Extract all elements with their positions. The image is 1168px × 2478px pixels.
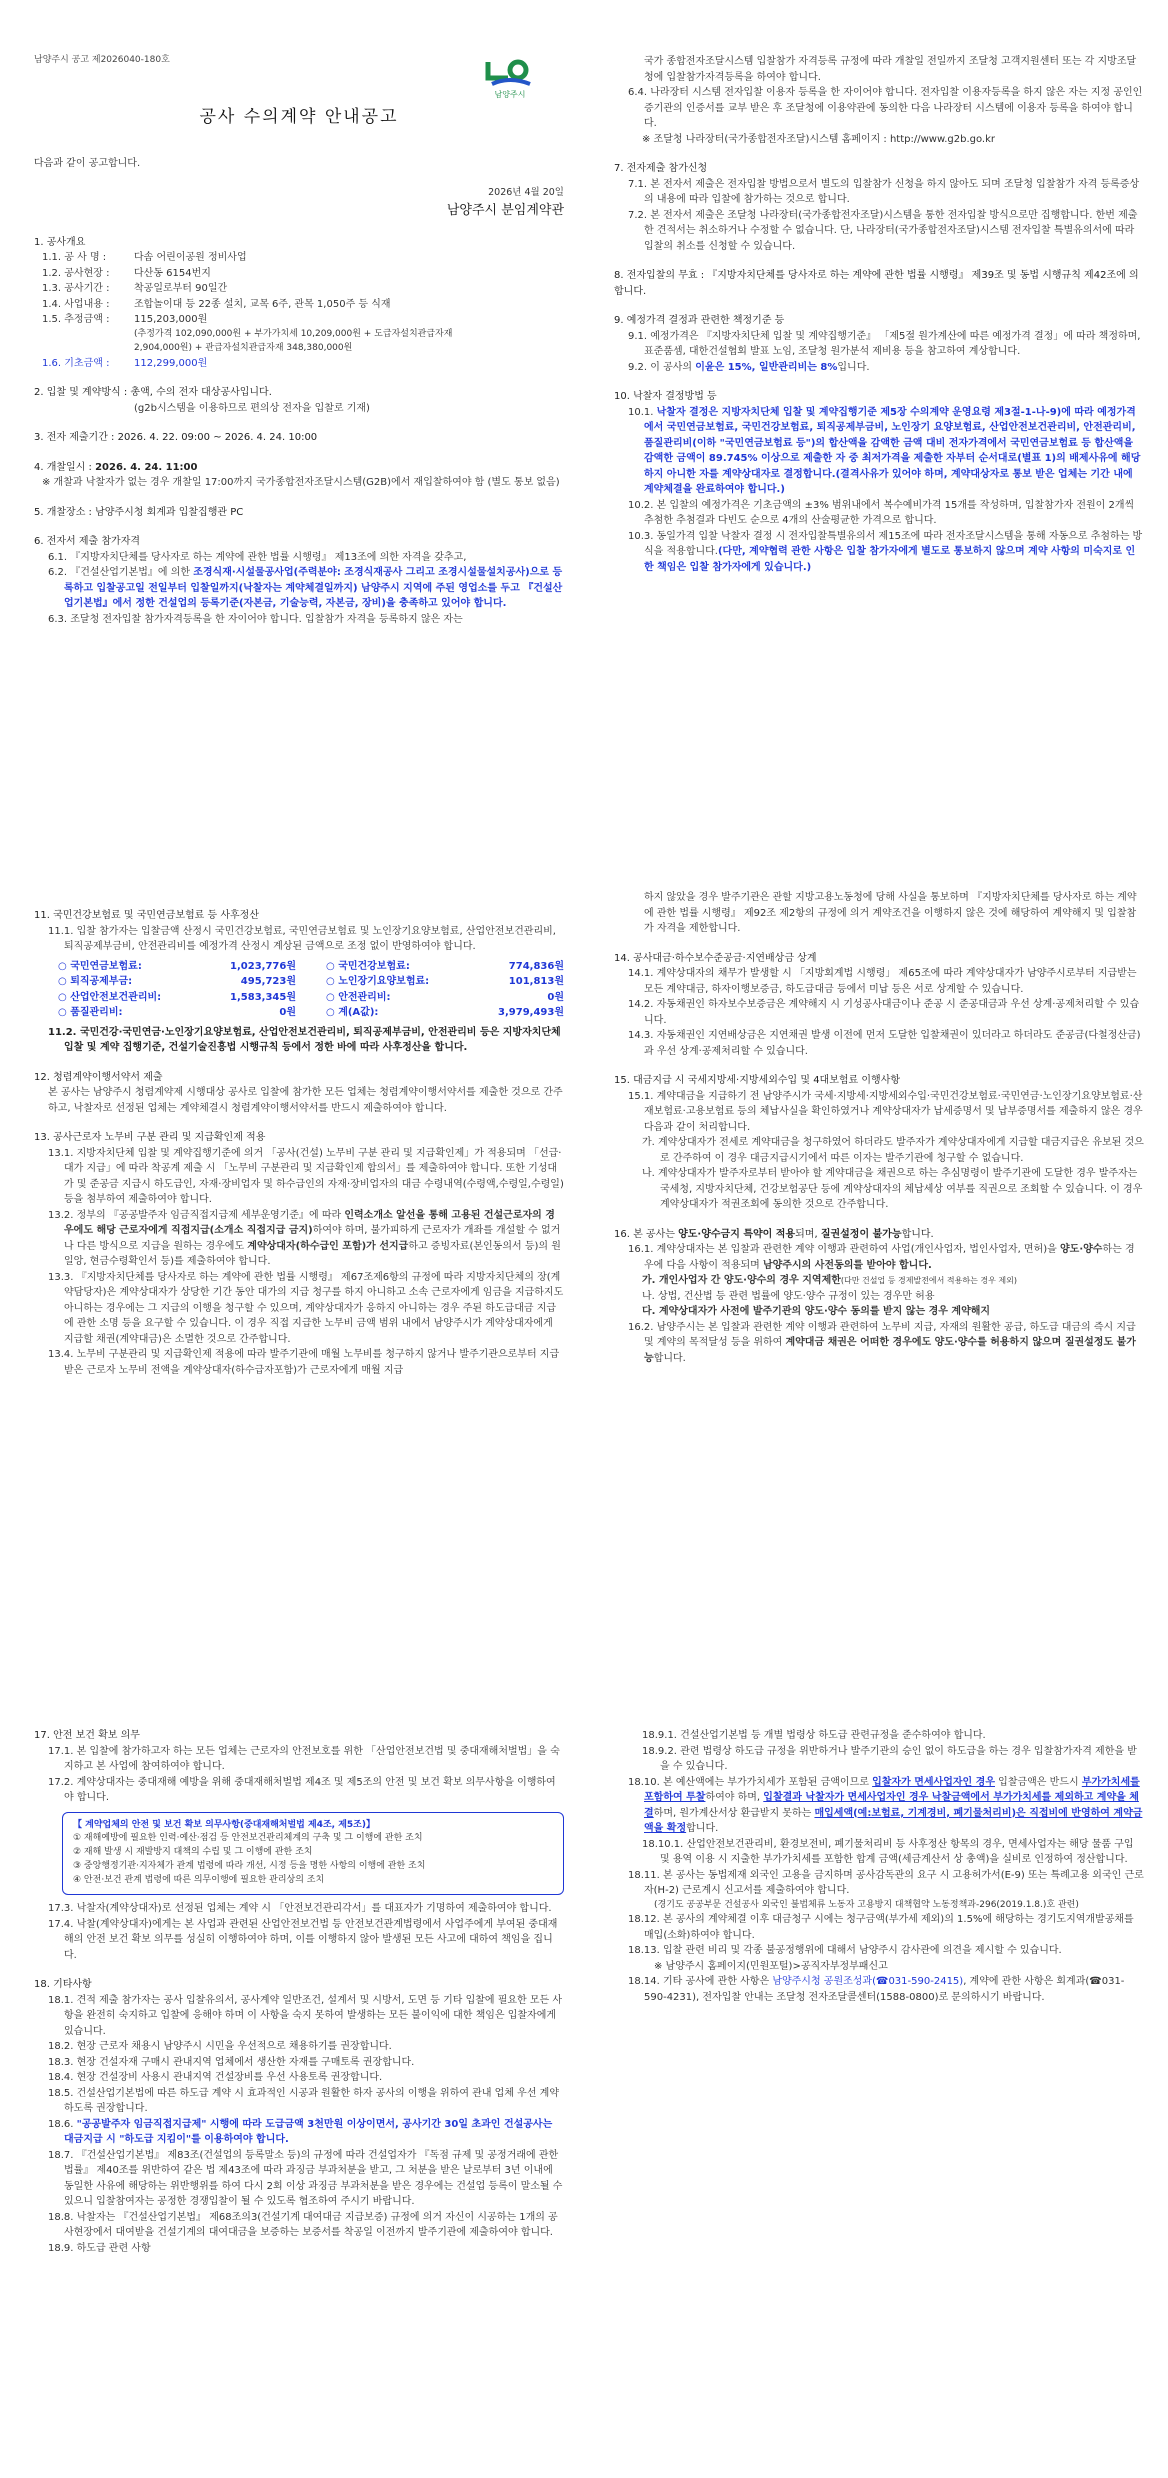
highlight: 입찰결과 낙찰자가 면세사업자인 경우 낙찰금액에서 부가가치세를 제외하고 계약을 체결 — [644, 1792, 1139, 1819]
paragraph-11-1: 11.1. 입찰 참가자는 입찰금액 산정시 국민건강보험료, 국민연금보험료 및 노인장기요양보험료, 산업안전보건관리비, 퇴직공제부금비, 안전관리비를 예정가격 산정시 계상된 금액으로 조정 없이 반영하여야 합니다. — [48, 925, 556, 952]
issuing-organization: 남양주시 분임계약관 — [446, 202, 564, 218]
paragraph-18-10 — [628, 1775, 1144, 1837]
text: 6.2. 『건설산업기본법』에 의한 — [48, 567, 194, 579]
paragraph-17-1: 17.1. 본 입찰에 참가하고자 하는 모든 업체는 근로자의 안전보호를 위한 「산업안전보건법 및 중대재해처벌법」을 숙지하고 본 사업에 참여하여야 합니다. — [48, 1745, 560, 1772]
text: 18.10. 본 예산액에는 부가가치세가 포함된 금액이므로 — [628, 1776, 873, 1788]
paragraph-18-6 — [48, 2117, 564, 2148]
band-2 — [34, 892, 1144, 1660]
section-4-title — [34, 460, 564, 476]
text: 하여야 하며, 불가피하게 근로자가 개좌를 개설할 수 없거나 다른 방식으로 지급을 원하는 경우에도 — [64, 1225, 561, 1252]
row-value: 다산동 6154번지 — [134, 267, 211, 279]
paragraph-17-2: 17.2. 계약상대자는 중대재해 예방을 위해 중대재해처벌법 제4조 및 제5조의 안전 및 보건 확보 의무사항을 이행하여야 합니다. — [48, 1776, 556, 1803]
fee-item — [58, 959, 296, 975]
fee-item — [326, 959, 564, 975]
paragraph-18-12: 18.12. 본 공사의 계약체결 이후 대금청구 시에는 청구금액(부가세 제외)의 1.5%에 해당하는 경기도지역개발공채를 매입(소화)하여야 합니다. — [628, 1914, 1134, 1941]
text: , 계약에 관한 사항은 회계과(☎031-590-4231), 전자입찰 안내는 조달청 전자조달콜센터(1588-0800)로 문의하시기 바랍니다. — [644, 1976, 1125, 2003]
estimate-detail: 2,904,000원) + 관급자설치관급자재 348,380,000원 — [134, 342, 353, 353]
paragraph-9-1: 9.1. 예정가격은 『지방자치단체 입찰 및 계약집행기준』 「제5절 원가계산에 따른 예정가격 결정」에 따라 책정하며, 표준품셈, 대한건설협회 발표 노임, 조달청 원가분석 제비용 등을 참고하여 계상합니다. — [628, 330, 1141, 357]
section-12-title: 12. 청렴계약이행서약서 제출 — [34, 1071, 163, 1083]
paragraph-14-2: 14.2. 자동채권인 하자보수보증금은 계약해지 시 기성공사대금이나 준공 시 준공대금과 우선 상계·공제처리할 수 있습니다. — [628, 999, 1140, 1026]
paragraph-6-3: 6.3. 조달청 전자입찰 참가자격등록을 한 자이어야 합니다. 입찰참가 자격을 등록하지 않은 자는 — [48, 613, 463, 625]
paragraph-13-4: 13.4. 노무비 구분관리 및 지급확인제 적용에 따라 발주기관에 매월 노무비를 청구하지 않거나 발주기관으로부터 지급받은 근로자 노무비 전액을 계약상대자(하수급자포함)가 근로자에게 매월 지급 — [48, 1349, 560, 1376]
box-item: ① 재해예방에 필요한 인력·예산·점검 등 안전보건관리체계의 구축 및 그 이행에 관한 조치 — [73, 1833, 423, 1844]
g2b-homepage-note: ※ 조달청 나라장터(국가종합전자조달)시스템 홈페이지 : http://www.g2b.go.kr — [642, 133, 996, 145]
row-value: 다솜 어린이공원 정비사업 — [134, 252, 247, 264]
highlight: 부가가치세를 포함하여 투찰 — [644, 1776, 1140, 1803]
overview-row — [42, 266, 564, 282]
row-key: 1.2. 공사현장 : — [42, 267, 110, 279]
section-9-title: 9. 예정가격 결정과 관련한 책정기준 등 — [614, 315, 785, 326]
paragraph-17-4: 17.4. 낙찰(계약상대자)에게는 본 사업과 관련된 산업안전보건법 등 안전보건관계법령에서 사업주에게 부여된 중대재해의 안전 보건 확보 의무를 성실히 이행하여야 하며, 이를 이행하지 않아 발생된 모든 사고에 대하여 책임을 집니다. — [48, 1918, 558, 1961]
fee-item — [58, 990, 296, 1006]
text: 합니다. — [901, 1228, 934, 1240]
paragraph-16-2 — [628, 1320, 1144, 1367]
text: 16.2. 남양주시는 본 입찰과 관련한 계약 이행과 관련하여 노무비 지급, 자재의 원활한 공급, 하도급 대금의 즉시 지급 및 계약의 목적달성 등을 위하여 — [628, 1321, 1136, 1348]
section-6-title: 6. 전자서 제출 참가자격 — [34, 536, 141, 548]
paragraph-18-9-1: 18.9.1. 건설산업기본법 등 개별 법령상 하도급 관련규정을 준수하여야 합니다. — [642, 1730, 986, 1741]
text: 입찰금액은 반드시 — [994, 1776, 1082, 1788]
section-4-note: ※ 개찰과 낙찰자가 없는 경우 개찰일 17:00까지 국가종합전자조달시스템(G2B)에서 재입찰하여야 함 (별도 통보 없음) — [42, 477, 560, 489]
section-15-title: 15. 대금지급 시 국세지방세·지방세외수입 및 4대보험료 이행사항 — [614, 1075, 901, 1086]
fee-label: ○ 계(A값): — [326, 1007, 379, 1018]
paragraph-6-4: 6.4. 나라장터 시스템 전자입찰 이용자 등록을 한 자이어야 합니다. 전자입찰 이용자등록을 하지 않은 자는 지정 공인인증기관의 인증서를 교부 받은 후 조달청에 이용약관에 동의한 다음 나라장터 시스템에 이용자 등록을 하여야 합니다. — [628, 87, 1143, 129]
text: 되며, — [795, 1228, 821, 1240]
paragraph-18-4: 18.4. 현장 건설장비 사용시 관내지역 건설장비를 우선 사용토록 권장합니다. — [48, 2072, 383, 2084]
section-10-title: 10. 낙찰자 결정방법 등 — [614, 391, 717, 402]
paragraph-13-1: 13.1. 지방자치단체 입찰 및 계약집행기준에 의거 「공사(건설) 노무비 구분 관리 및 지급확인제」가 적용되며 「선급·대가 지급」에 따라 착공계 제출 시 「노무비 구분관리 및 지급확인제 합의서」를 제출하여야 합니다. 또한 기성대가 및 준공금 지급시 하도급인, 자재·장비업자 및 하수급인의 자재·장비업자의 대금 수령내역(수령액,수령일,수령일) 등을 첨부하여 제출하여야 합니다. — [48, 1147, 564, 1205]
paragraph-18-9-2: 18.9.2. 관련 법령상 하도급 규정을 위반하거나 발주기관의 승인 없이 하도급을 하는 경우 입찰참가자격 제한을 받을 수 있습니다. — [642, 1745, 1137, 1772]
overview-row — [42, 297, 564, 313]
safety-obligations-box — [62, 1812, 564, 1896]
band-3 — [34, 1720, 1144, 2460]
overview-row — [42, 281, 564, 297]
row-key: 1.6. 기초금액 : — [42, 357, 110, 369]
fee-item — [326, 990, 564, 1006]
highlight: 낙찰자 결정은 지방자치단체 입찰 및 계약집행기준 제5장 수의계약 운영요령 제3절-1-나-9)에 따라 예정가격에서 국민연금보험료, 국민건강보험료, 퇴직공제부금비, 노인장기 요양보험료, 산업안전보건관리비, 안전관리비, 품질관리비(이하 "국민연금보험료 등")의 합산액을 감액한 금액 대비 전자가격에서 국민연금보험료 등 합산액을 감액한 금액이 89.745% 이상으로 제출한 자 중 최저가격을 제출한 자부터 순서대로(별표 1)의 배제사유에 해당하지 아니한 자를 계약상대자로 결정합니다.(결격사유가 있어야 하며, 계약대상자로 통보 받은 업체는 기간 내에 계약체결을 완료하여야 합니다.) — [644, 406, 1141, 495]
highlight: 질권설정이 불가능 — [820, 1228, 902, 1240]
text: 하고 증빙자료(본인동의서 등)의 원일앙, 현금수령확인서 등)를 제출하여야 합니다. — [64, 1240, 561, 1267]
fee-value: 3,979,493원 — [498, 1007, 564, 1018]
paragraph-7-1: 7.1. 본 전자서 제출은 전자입찰 방법으로서 별도의 입찰참가 신청을 하지 않아도 되며 조달청 입찰참가 자격 등록증상의 내용에 따라 입찰에 참가하는 것으로 합니다. — [628, 178, 1140, 205]
band-1 — [34, 54, 1143, 834]
box-item: ④ 안전·보건 관계 법령에 따른 의무이행에 필요한 관리상의 조치 — [73, 1875, 325, 1886]
label: 4. 개찰일시 : — [34, 461, 96, 473]
paragraph-18-3: 18.3. 현장 건설자재 구매시 관내지역 업체에서 생산한 자재를 구매토록 권장합니다. — [48, 2056, 415, 2068]
row-value: 115,203,000원 — [134, 314, 208, 326]
row-value: 착공일로부터 90일간 — [134, 283, 228, 295]
announcement-page — [34, 0, 1144, 2478]
box-title: 【 계약업체의 안전 및 보건 확보 의무사항(중대재해처벌법 제4조, 제5조)】 — [73, 1819, 375, 1830]
paragraph-18-1: 18.1. 견적 제출 참가자는 공사 입찰유의서, 공사계약 일반조건, 설계서 및 시방서, 도면 등 기타 입찰에 필요한 모든 사항을 완전히 숙지하고 입찰에 응해야 하며 이 사항을 숙지 못하여 발생하는 모든 불이익에 대한 책임은 입찰자에게 있습니다. — [48, 1994, 563, 2037]
section-5-title: 5. 개찰장소 : 남양주시청 회계과 입찰집행관 PC — [34, 506, 244, 518]
highlight: "공공발주자 임금직접지급제" 시행에 따라 도급금액 3천만원 이상이면서, 공사기간 30일 초과인 건설공사는 대금지급 시 "하도급 지킴이"를 이용하여야 합니다. — [64, 2118, 553, 2146]
section-16-title — [614, 1227, 1144, 1243]
estimate-detail: (추정가격 102,090,000원 + 부가가치세 10,209,000원 + 도급자설치관급자재 — [134, 328, 453, 339]
fee-label: ○ 국민건강보험료: — [326, 960, 410, 972]
section-13-title: 13. 공사근로자 노무비 구분 관리 및 지급확인제 적용 — [34, 1132, 266, 1143]
section-18-title: 18. 기타사항 — [34, 1979, 92, 1991]
paragraph-18-9: 18.9. 하도급 관련 사항 — [48, 2242, 151, 2254]
text: 하여야 하며, — [705, 1792, 764, 1803]
overview-row — [42, 312, 564, 328]
page-title: 공사 수의계약 안내공고 — [199, 106, 399, 127]
text: 10.1. — [628, 406, 657, 418]
text: 9.2. 이 공사의 — [628, 361, 696, 373]
fee-label: ○ 품질관리비: — [58, 1007, 123, 1018]
paragraph-18-11: 18.11. 본 공사는 동법제재 외국인 고용을 금지하며 공사감독관의 요구 시 고용허가서(E-9) 또는 특례고용 외국인 근로자(H-2) 근로계시 신고서를 제출하여야 합니다. — [628, 1869, 1144, 1896]
paragraph-18-5: 18.5. 건설산업기본법에 따른 하도급 계약 시 효과적인 시공과 원활한 하자 공사의 이행을 위하여 관내 업체 우선 계약하도록 권장합니다. — [48, 2087, 560, 2115]
row-key: 1.3. 공사기간 : — [42, 283, 110, 295]
base-amount-value: 112,299,000원 — [134, 357, 208, 369]
highlight: 양도·양수 — [1060, 1244, 1103, 1255]
paragraph-11-2: 11.2. 국민건강·국민연금·노인장기요양보험료, 산업안전보건관리비, 퇴직공제부금비, 안전관리비 등은 지방자치단체 입찰 및 계약 집행기준, 건설기술진흥법 시행규칙 등에서 정한 바에 따라 사후정산을 합니다. — [48, 1026, 561, 1053]
announcement-number: 남양주시 공고 제2026040-180호 — [34, 55, 170, 65]
text: (다만 건설업 등 경제발전에서 적용하는 경우 제외) — [840, 1276, 1017, 1285]
fee-label: ○ 국민연금보험료: — [58, 960, 142, 972]
paragraph-16-1-na: 나. 상법, 건산법 등 관련 법률에 양도·양수 규정이 있는 경우만 허용 — [642, 1290, 935, 1302]
paragraph-6-2 — [48, 565, 564, 612]
contact-park-dept: 남양주시청 공원조성과(☎031-590-2415) — [772, 1976, 964, 1988]
base-amount-row — [42, 356, 564, 372]
highlight: 하고 입찰공고일 전일부터 입찰일까지(낙찰자는 계약체결일까지) 남양주시 지역에 주된 영업소를 두고 『건설산업기본법』에서 정한 건설업의 등록기준(자본금, 기술능력, 자본금, 장비)을 충족하고 있어야 합니다. — [64, 582, 563, 610]
fee-value: 101,813원 — [508, 976, 564, 987]
paragraph-10-3 — [628, 529, 1144, 576]
paragraph-18-13: 18.13. 입찰 관련 비리 및 각종 불공정행위에 대해서 남양주시 감사관에 의견을 제시할 수 있습니다. — [628, 1945, 1062, 1957]
fee-label: ○ 안전관리비: — [326, 991, 391, 1003]
fee-item — [326, 974, 564, 990]
paragraph-18-10-1: 18.10.1. 산업안전보건관리비, 환경보전비, 폐기물처리비 등 사후정산 항목의 경우, 면세사업자는 해당 물품 구입 및 용역 이용 시 지출한 부가가치세를 포함한 합계 금액(세금계산서 상 총액)을 실비로 인정하여 정산합니다. — [642, 1838, 1134, 1865]
highlight: (다만, 계약협력 관한 사항은 입찰 참가자에게 별도로 통보하지 않으며 계약 사항의 미숙지로 인한 책임은 입찰 참가자에게 있습니다.) — [644, 546, 1136, 573]
section-17-title: 17. 안전 보건 확보 의무 — [34, 1730, 140, 1741]
section-11-title: 11. 국민건강보험료 및 국민연금보험료 등 사후정산 — [34, 910, 259, 921]
text: 하며, 원가계산서상 환급받지 못하는 — [653, 1807, 815, 1819]
text: 13.2. 정부의 『공공발주자 임금직접지급제 세부운영기준』에 따라 — [48, 1209, 345, 1221]
row-value: 조합놀이대 등 22종 설치, 교목 6주, 관목 1,050주 등 식재 — [134, 298, 391, 310]
section-7-title: 7. 전자제출 참가신청 — [614, 163, 708, 174]
row-key: 1.1. 공 사 명 : — [42, 252, 107, 264]
paragraph-10-1 — [628, 405, 1144, 498]
left-column-1 — [34, 54, 564, 627]
right-column-1 — [614, 54, 1144, 575]
left-column-3 — [34, 1728, 564, 2256]
box-item: ③ 중앙행정기관·지자체가 관계 법령에 따라 개선, 시정 등을 명한 사항의 이행에 관한 조치 — [73, 1861, 426, 1872]
section-2-title: 2. 입찰 및 계약방식 : 총액, 수의 전자 대상공사입니다. — [34, 387, 272, 399]
paragraph-6-1: 6.1. 『지방자치단체를 당사자로 하는 계약에 관한 법률 시행령』 제13조에 의한 자격을 갖추고, — [48, 551, 467, 563]
section-3-title: 3. 전자 제출기간 : 2026. 4. 22. 09:00 ~ 2026. 4. 24. 10:00 — [34, 432, 318, 444]
text: 입니다. — [837, 361, 870, 373]
paragraph-18-2: 18.2. 현장 근로자 채용시 남양주시 시민을 우선적으로 채용하기를 권장합니다. — [48, 2041, 392, 2053]
section-8-title: 8. 전자입찰의 무효 : 『지방자치단체를 당사자로 하는 계약에 관한 법률 시행령』 제39조 및 동법 시행규칙 제42조에 의합니다. — [614, 270, 1139, 297]
paragraph-16-1-da: 다. 계약상대자가 사전에 발주기관의 양도·양수 동의를 받지 않는 경우 계약해지 — [642, 1306, 991, 1317]
highlight: 조경식재·시설물공사업(주력분야: 조경식재공사 그리고 조경시설물설치공사)으로 등록 — [64, 567, 563, 594]
paragraph-10-2: 10.2. 본 입찰의 예정가격은 기초금액의 ±3% 범위내에서 복수예비가격 15개를 작성하며, 입찰참가자 전원이 2개씩 추첨한 추첨결과 다빈도 순으로 4개의 산술평균한 가격으로 합니다. — [628, 499, 1135, 526]
row-key: 1.4. 사업내용 : — [42, 298, 110, 310]
left-column-2 — [34, 908, 564, 1378]
paragraph-18-11-note: (경기도 공공부문 건설공사 외국인 불법체류 노동자 고용방지 대책협약 노동정책과-296(2019.1.8.)호 관련) — [654, 1899, 1079, 1910]
fee-label: ○ 산업안전보건관리비: — [58, 991, 162, 1003]
paragraph-18-8: 18.8. 낙찰자는 『건설산업기본법』 제68조의3(건설기계 대여대금 지급보증) 규정에 의거 자신이 시공하는 1개의 공사현장에서 대여받을 건설기계의 대여대금을 보증하는 보증서를 착공일 이전까지 발주기관에 제출하여야 합니다. — [48, 2211, 558, 2239]
text: 16.1. 계약상대자는 본 입찰과 관련한 계약 이행과 관련하여 사업(개인사업자, 법인사업자, 면허)을 — [628, 1244, 1060, 1255]
fee-label: ○ 노인장기요양보험료: — [326, 976, 430, 987]
highlight: 계약상대자(하수급인 포함)가 선지급 — [247, 1240, 409, 1252]
text: 18.14. 기타 공사에 관한 사항은 — [628, 1976, 773, 1988]
paragraph-13-3: 13.3. 『지방자치단체를 당사자로 하는 계약에 관한 법률 시행령』 제67조제6항의 규정에 따라 지방자치단체의 장(계약담당자)은 계약상대자가 상당한 기간 동안 대가의 지급 청구를 하지 아니하고 소속 근로자에게 임금을 지급하지도 아니하는 경우에는 그 지급의 이행을 청구할 수 있으며, 계약상대자가 응하지 아니하는 경우 주된 하도급대금 지급에 관한 소명 등을 요구할 수 있습니다. 이 경우 직접 지급한 노무비 금액 범위 내에서 남양주시가 계약상대자에게 지급할 채권(계약대금)은 소멸한 것으로 간주합니다. — [48, 1271, 564, 1345]
paragraph-15-1-ga: 가. 계약상대자가 전세로 계약대금을 청구하였어 하더라도 발주자가 계약상대자에게 지급할 대금지급은 유보된 것으로 간주하여 이 경우 대금지급시기에서 따른 이자는 발주기관에 청구할 수 없습니다. — [642, 1137, 1144, 1164]
highlight: 가. 개인사업자 간 양도·양수의 경우 지역제한 — [642, 1275, 841, 1286]
paragraph-13-2 — [48, 1208, 564, 1270]
text: 합니다. — [653, 1352, 686, 1364]
highlight: 양도·양수금지 특약이 적용 — [678, 1228, 796, 1240]
fee-value: 0원 — [279, 1007, 296, 1018]
paragraph-17-3: 17.3. 낙찰자(계약상대자)로 선정된 업체는 계약 시 「안전보건관리각서」를 대표자가 기명하여 제출하여야 합니다. — [48, 1903, 552, 1915]
logo-text: 남양주시 — [494, 90, 526, 99]
box-item: ② 재해 발생 시 재발방지 대책의 수립 및 그 이행에 관한 조치 — [73, 1847, 313, 1858]
paragraph-13-4-cont: 하지 않았을 경우 발주기관은 관할 지방고용노동청에 당해 사실을 통보하며 『지방자치단체를 당사자로 하는 계약에 관한 법률 시행령』 제92조 제2항의 규정에 의거 계약조건을 이행하지 않은 것에 해당하여 계약해지 및 입찰참가 자격을 제한합니다. — [644, 892, 1137, 934]
highlight: 매입세액(예:보험료, 기계경비, 폐기물처리비)은 직접비에 반영하여 계약금액을 확정 — [644, 1807, 1143, 1834]
paragraph-7-2: 7.2. 본 전자서 제출은 조달청 나라장터(국가종합전자조달)시스템을 통한 전자입찰 방식으로만 집행합니다. 한번 제출한 견적서는 취소하거나 수정할 수 없습니다. 단, 나라장터(국가종합전자조달)시스템 전자입찰 특별유의서에 따라 입찰의 취소를 신청할 수 있습니다. — [628, 209, 1138, 252]
paragraph-14-1: 14.1. 계약상대자의 채무가 발생할 시 「지방회계법 시행령」 제65조에 따라 계약상대자가 남양주시로부터 지급받는 모든 계약대금, 하자이행보증금, 하도급대금 등에서 미납 등은 서로 상계할 수 있습니다. — [628, 968, 1137, 995]
section-14-title: 14. 공사대금·하수보수준공금·지연배상금 상계 — [614, 952, 817, 964]
nyj-logo-icon — [480, 54, 540, 100]
fee-item — [58, 974, 296, 990]
right-column-2 — [614, 890, 1144, 1366]
fee-item — [58, 1005, 296, 1021]
fee-value: 1,023,776원 — [230, 960, 296, 972]
text: 16. 본 공사는 — [614, 1228, 679, 1240]
paragraph-15-1: 15.1. 계약대금을 지급하기 전 남양주시가 국세·지방세·지방세외수입·국민건강보험료·국민연금·노인장기요양보험료·산재보험료·고용보험료 등의 체납사실을 확인하였거나 계약상대자가 납세증명서 및 납부증명서를 제출하지 않은 경우 다음과 같이 처리합니다. — [628, 1090, 1143, 1133]
paragraph-12: 본 공사는 남양주시 청렴계약제 시행대상 공사로 입찰에 참가한 모든 업체는 청렴계약이행서약서를 제출한 것으로 간주하고, 낙찰자로 선정된 업체는 계약체결시 청렴계약이행서약서를 반드시 제출하여야 합니다. — [48, 1087, 563, 1114]
text: 10.3. 동일가격 입찰 낙찰자 결정 시 전자입찰특별유의서 제15조에 따라 전자조달시스템을 통해 자동으로 추첨하는 방식을 적용합니다. — [628, 530, 1143, 557]
announcement-date: 2026년 4월 20일 — [488, 186, 564, 198]
fee-value: 0원 — [547, 991, 564, 1003]
intro-text: 다음과 같이 공고합니다. — [34, 158, 141, 170]
highlight: 입찰자가 면세사업자인 경우 — [872, 1776, 995, 1788]
highlight: 인력소개소 알선을 통해 고용된 건설근로자의 경우에도 해당 근로자에게 직접지급(소개소 직접지급 금지) — [64, 1209, 555, 1236]
text: 18.6. — [48, 2118, 77, 2130]
highlight: 계약대금 채권은 어떠한 경우에도 양도·양수를 허용하지 않으며 질권설정도 불가능 — [644, 1337, 1136, 1364]
paragraph-6-3-cont: 국가 종합전자조달시스템 입찰참가 자격등록 규정에 따라 개찰일 전일까지 조달청 고객지원센터 또는 각 지방조달청에 입찰참가자격등록을 하여야 합니다. — [644, 56, 1137, 83]
opening-datetime: 2026. 4. 24. 11:00 — [95, 461, 198, 473]
paragraph-18-14 — [628, 1974, 1144, 2005]
text: 하는 경우에 다음 사항이 적용되며 — [644, 1244, 1135, 1271]
fee-item — [326, 1005, 564, 1021]
text: 합니다. — [686, 1823, 719, 1834]
paragraph-18-13-note: ※ 남양주시 홈페이지(민원포털)>공직자부정부패신고 — [654, 1960, 888, 1972]
paragraph-16-1 — [628, 1242, 1144, 1273]
section-2-note: (g2b시스템을 이용하므로 편의상 전자을 입찰로 기재) — [134, 402, 370, 414]
fee-value: 495,723원 — [240, 976, 296, 987]
paragraph-16-1-ga — [642, 1273, 1144, 1289]
paragraph-15-1-na: 나. 계약상대자가 발주자로부터 받아야 할 계약대금을 채권으로 하는 추심명령이 발주기관에 도달한 경우 발주자는 국세청, 지방자치단체, 건강보험공단 등에 계약상대자의 체납세상 여부를 직권으로 조회할 수 있습니다. 이 경우 계약상대자가 적권조회에 동의한 것으로 간주합니다. — [642, 1168, 1143, 1210]
fee-value: 774,836원 — [508, 960, 564, 972]
highlight: 남양주시의 사전동의를 받아야 합니다. — [762, 1259, 932, 1271]
insurance-fee-grid — [58, 959, 564, 1021]
paragraph-18-7: 18.7. 『건설산업기본법』 제83조(건설업의 등록말소 등)의 규정에 따라 건설업자가 『독점 규제 및 공정거래에 관한 법률』 제40조를 위반하여 같은 법 제43조에 따라 과징금 부과처분을 받고, 그 처분을 받은 날로부터 3년 이내에 동일한 사유에 해당하는 위반행위를 하여 다시 2회 이상 과징금 부과처분을 받은 경우에는 건설업 등록이 말소될 수 있으니 입찰참여자는 공정한 경쟁입찰이 될 수 있도록 협조하여 주시기 바랍니다. — [48, 2149, 563, 2208]
paragraph-9-2 — [628, 360, 1144, 376]
highlight: 이윤은 15%, 일반관리비는 8% — [695, 361, 838, 373]
paragraph-14-3: 14.3. 자동채권인 지연배상금은 지연채권 발생 이전에 먼저 도달한 입찰채권이 있더라고 하더라도 준공금(다철정산금)과 우선 상계·공제처리할 수 있습니다. — [628, 1030, 1141, 1057]
right-column-3 — [614, 1728, 1144, 2005]
overview-row — [42, 250, 564, 266]
row-key: 1.5. 추정금액 : — [42, 314, 110, 326]
section-1-title: 1. 공사개요 — [34, 236, 86, 248]
fee-label: ○ 퇴직공제부금: — [58, 976, 133, 987]
fee-value: 1,583,345원 — [230, 991, 296, 1003]
